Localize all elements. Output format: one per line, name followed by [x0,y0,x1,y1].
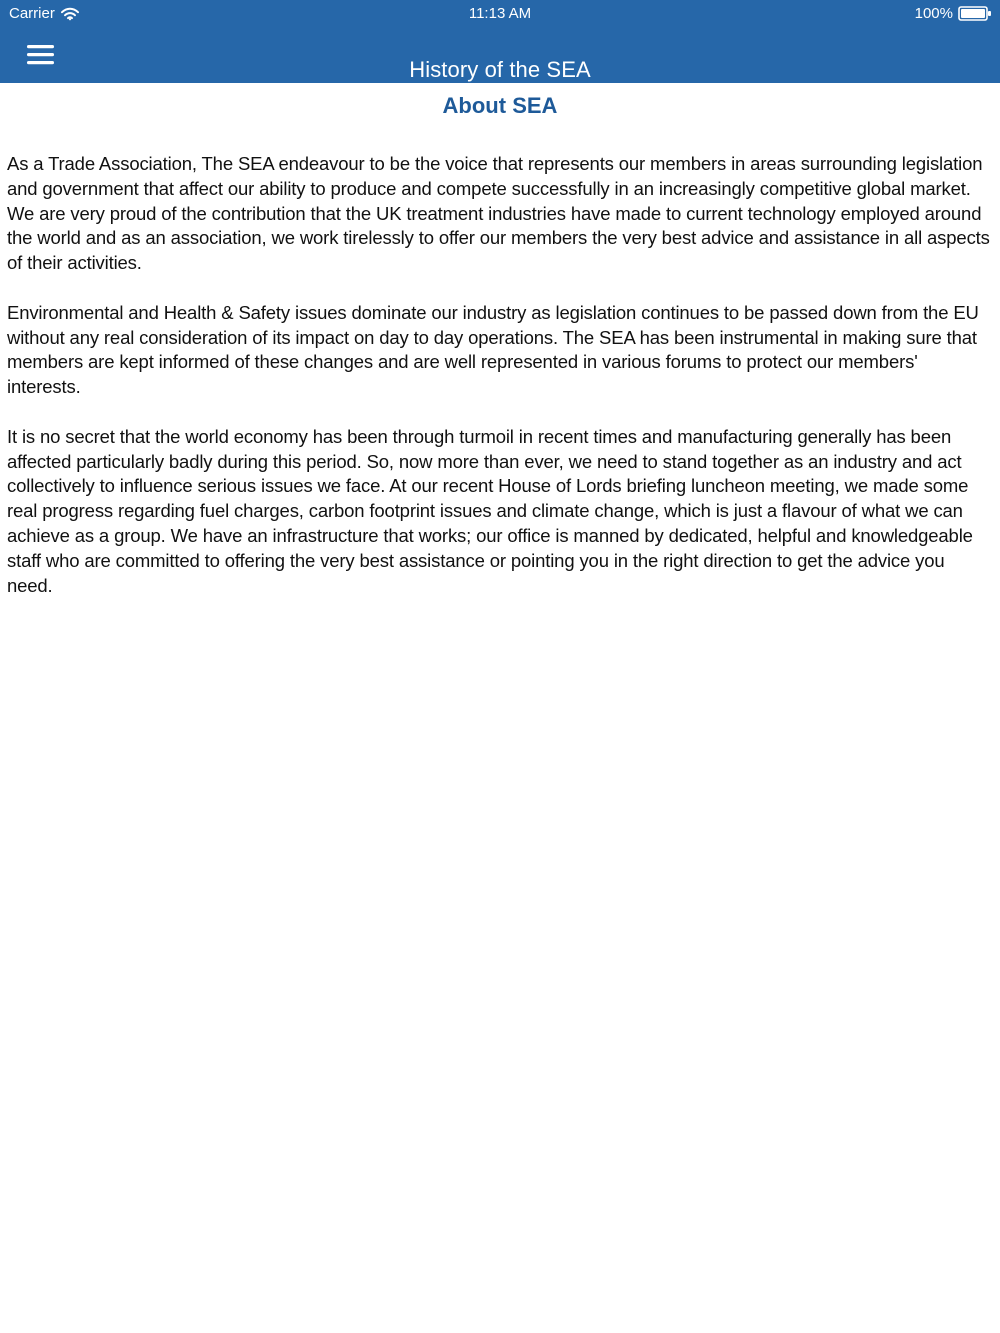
battery-icon [958,6,992,21]
section-title: About SEA [442,93,558,118]
status-bar [0,0,1000,28]
battery-percent: 100% [914,5,953,22]
battery-status [915,5,992,22]
about-paragraph-1: As a Trade Association, The SEA endeavour to be the voice that represents our members in areas surrounding legislation and government that affect our ability to produce and compete successfully in an increasingly competitive global market. We are very proud of the contribution that the UK treatment industries have made to current technology employed around the world and as an association, we work tirelessly to offer our members the very best advice and assistance in all aspects of their activities. [7,153,990,274]
carrier-label: Carrier [9,5,55,22]
about-content [7,83,993,598]
status-time: 11:13 AM [468,5,532,22]
about-paragraph-2: Environmental and Health & Safety issues dominate our industry as legislation continues to be passed down from the EU without any real consideration of its impact on day to day operations. The SEA has been instrumental in making sure that members are kept informed of these changes and are well represented in various forums to protect our members' interests. [7,301,979,398]
about-paragraph-3: It is no secret that the world economy has been through turmoil in recent times and manufacturing generally has been affected particularly badly during this period. So, now more than ever, we need to stand together as an industry and act collectively to influence serious issues we face. At our recent House of Lords briefing luncheon meeting, we made some real progress regarding fuel charges, carbon footprint issues and climate change, which is just a flavour of what we can achieve as a group. We have an infrastructure that works; our office is manned by dedicated, helpful and knowledgeable staff who are committed to offering the very best assistance or pointing you in the right direction to get the advice you need. [7,425,973,596]
page-title: History of the SEA [409,56,591,82]
app-header [0,0,1000,83]
navigation-bar [0,28,1000,83]
